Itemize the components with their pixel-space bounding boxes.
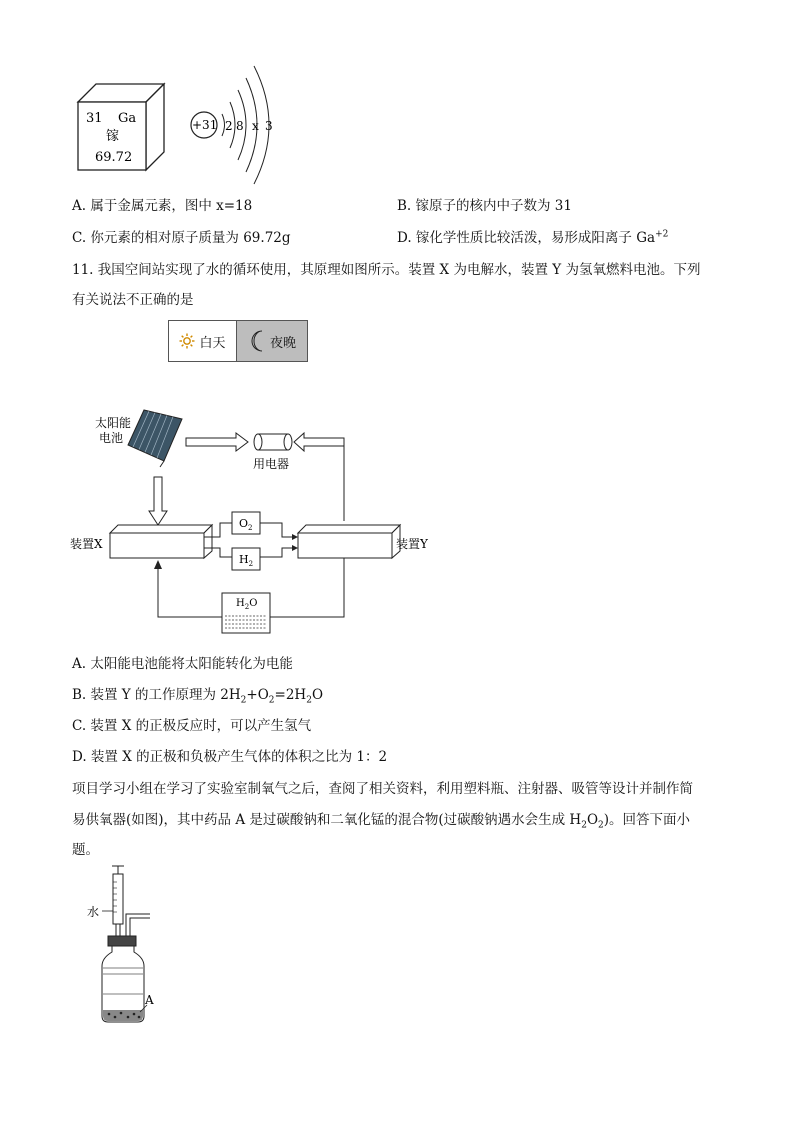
- nucleus-charge: +31: [192, 118, 218, 132]
- q10-option-b[interactable]: B. 镓原子的核内中子数为 31: [397, 198, 572, 214]
- day-label: 白天: [199, 335, 226, 351]
- subscript: 2: [306, 695, 312, 706]
- q10-option-d[interactable]: [397, 226, 668, 246]
- subscript: 2: [240, 695, 247, 706]
- shell-4-electrons: 3: [265, 119, 273, 133]
- day-option[interactable]: [169, 321, 237, 361]
- water-label: $H_2O$: [236, 598, 258, 611]
- q10-option-d-text: D. 镓化学性质比较活泼，易形成阳离子 Ga: [397, 230, 656, 246]
- q11-option-a[interactable]: A. 太阳能电池能将太阳能转化为电能: [72, 656, 293, 672]
- element-card: [74, 80, 174, 180]
- device-x-label: 装置X: [70, 537, 103, 551]
- moon-icon: [248, 330, 266, 352]
- water-cycle-diagram: [60, 405, 460, 640]
- chemical-a-label: A: [145, 993, 154, 1007]
- plastic-bottle: [102, 946, 144, 1022]
- atomic-structure-diagram: [186, 62, 286, 188]
- element-number: 31: [86, 111, 103, 126]
- passage-text: O: [586, 812, 599, 828]
- q11-option-b-text: =2H: [274, 687, 307, 703]
- q11-stem-line2: 有关说法不正确的是: [72, 292, 194, 308]
- night-option[interactable]: [237, 321, 307, 361]
- appliance-label: 用电器: [253, 457, 290, 471]
- device-y: [298, 525, 400, 558]
- solar-cell-label-line1: 太阳能: [95, 416, 132, 430]
- passage-line3: 题。: [72, 842, 99, 858]
- q11-option-c[interactable]: C. 装置 X 的正极反应时，可以产生氢气: [72, 718, 312, 734]
- q11-option-b-text: B. 装置 Y 的工作原理为 2H: [72, 687, 241, 703]
- q11-option-b-text: O: [311, 687, 324, 703]
- subscript: 2: [598, 820, 604, 831]
- shell-2-electrons: 8: [236, 119, 244, 133]
- q11-stem-line1: 11. 我国空间站实现了水的循环使用，其原理如图所示。装置 X 为电解水，装置 Y 为氢氧燃料电池。下列: [72, 262, 701, 278]
- shell-1-electrons: 2: [225, 119, 233, 133]
- q11-option-d[interactable]: D. 装置 X 的正极和负极产生气体的体积之比为 1：2: [72, 749, 388, 765]
- device-x: [110, 525, 212, 558]
- solar-cell-label-line2: 电池: [99, 431, 124, 445]
- night-label: 夜晚: [269, 335, 296, 351]
- passage-text: )。回答下面小: [603, 812, 691, 828]
- q10-option-c[interactable]: C. 你元素的相对原子质量为 69.72g: [72, 230, 291, 246]
- sun-icon: [179, 333, 195, 349]
- passage-text: 易供氧器(如图)，其中药品 A 是过碳酸钠和二氧化锰的混合物(过碳酸钠遇水会生成 H: [72, 812, 582, 828]
- syringe: [112, 866, 124, 936]
- subscript: 2: [268, 695, 275, 706]
- water-tank: [222, 593, 270, 633]
- subscript: 2: [581, 820, 587, 831]
- element-symbol: Ga: [118, 111, 137, 126]
- o2-label: $O_2$: [239, 517, 253, 532]
- water-label: 水: [87, 905, 100, 919]
- ion-charge: +2: [655, 229, 669, 240]
- day-night-toggle[interactable]: [168, 320, 308, 362]
- passage-line1: 项目学习小组在学习了实验室制氧气之后，查阅了相关资料，利用塑料瓶、注射器、吸管等设计并制作简: [72, 781, 693, 797]
- appliance-icon: [254, 434, 292, 450]
- q11-option-b[interactable]: [72, 683, 323, 706]
- h2-label: $H_2$: [239, 553, 254, 568]
- passage-line2: [72, 808, 690, 831]
- shell-3-electrons: x: [252, 119, 259, 133]
- device-y-label: 装置Y: [396, 537, 428, 551]
- element-mass: 69.72: [95, 150, 133, 165]
- q10-option-a[interactable]: A. 属于金属元素，图中 x=18: [72, 198, 253, 214]
- oxygen-supplier-apparatus: [84, 862, 184, 1030]
- solar-panel: [128, 410, 182, 467]
- q11-option-b-text: +O: [246, 687, 269, 703]
- element-name: 镓: [106, 129, 120, 144]
